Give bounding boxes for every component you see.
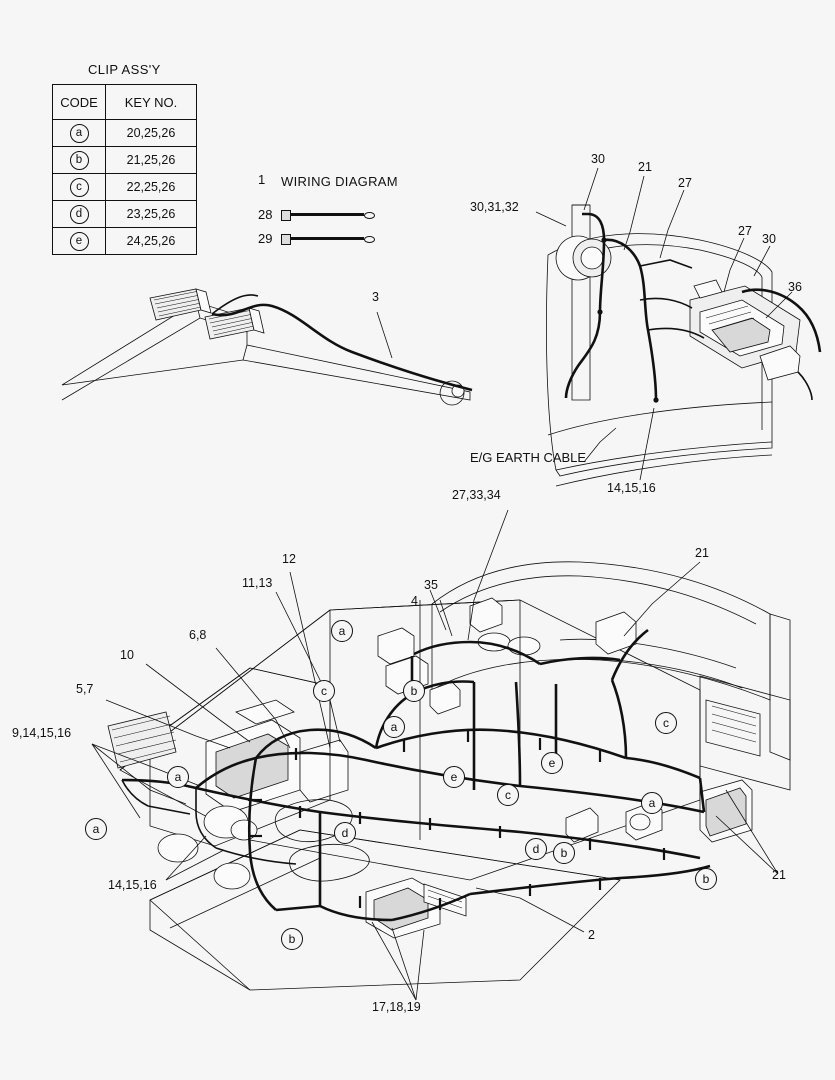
main-machine-isometric <box>92 510 790 1000</box>
code-bubble-b-4: b <box>281 928 303 950</box>
code-badge-b: b <box>70 151 89 170</box>
legend-item-29-number: 29 <box>258 231 273 246</box>
code-bubble-c-3: c <box>497 784 519 806</box>
code-bubble-e-2: e <box>541 752 563 774</box>
label-27-33-34: 27,33,34 <box>452 488 501 502</box>
label-12: 12 <box>282 552 296 566</box>
boom-lamp-subdrawing <box>62 289 472 405</box>
key-no-cell: 23,25,26 <box>106 201 197 228</box>
code-bubble-b-3: b <box>695 868 717 890</box>
legend-item-1-number: 1 <box>258 172 266 187</box>
key-no-cell: 20,25,26 <box>106 120 197 147</box>
label-3: 3 <box>372 290 379 304</box>
code-bubble-d-1: d <box>334 822 356 844</box>
label-14-15-16-top: 14,15,16 <box>607 481 656 495</box>
code-bubble-c-1: c <box>313 680 335 702</box>
code-bubble-b-2: b <box>553 842 575 864</box>
engine-compartment-subdrawing <box>536 168 820 486</box>
code-bubble-a-5: a <box>85 818 107 840</box>
label-35: 35 <box>424 578 438 592</box>
label-21-lower: 21 <box>772 868 786 882</box>
label-5-7: 5,7 <box>76 682 94 696</box>
label-21-top: 21 <box>638 160 652 174</box>
label-36: 36 <box>788 280 802 294</box>
label-17-18-19: 17,18,19 <box>372 1000 421 1014</box>
legend-item-28-number: 28 <box>258 207 273 222</box>
label-27-top: 27 <box>678 176 692 190</box>
label-27-right: 27 <box>738 224 752 238</box>
key-no-cell: 22,25,26 <box>106 174 197 201</box>
label-2: 2 <box>588 928 595 942</box>
code-bubble-d-2: d <box>525 838 547 860</box>
code-bubble-e-1: e <box>443 766 465 788</box>
code-badge-c: c <box>70 178 89 197</box>
label-11-13: 11,13 <box>242 576 273 590</box>
legend-item-1-label: WIRING DIAGRAM <box>281 174 398 189</box>
code-badge-e: e <box>70 232 89 251</box>
label-21-right: 21 <box>695 546 709 560</box>
label-14-15-16-main: 14,15,16 <box>108 878 157 892</box>
code-bubble-b-1: b <box>403 680 425 702</box>
code-bubble-c-2: c <box>655 712 677 734</box>
code-bubble-a-3: a <box>167 766 189 788</box>
clip-assy-title: CLIP ASS'Y <box>88 62 161 77</box>
code-badge-a: a <box>70 124 89 143</box>
header-key-no: KEY NO. <box>106 85 197 120</box>
code-badge-d: d <box>70 205 89 224</box>
label-9-14-15-16: 9,14,15,16 <box>12 726 72 740</box>
label-eg-earth-cable: E/G EARTH CABLE <box>470 450 587 465</box>
label-10: 10 <box>120 648 134 662</box>
label-30-right: 30 <box>762 232 776 246</box>
header-code: CODE <box>53 85 106 120</box>
key-no-cell: 21,25,26 <box>106 147 197 174</box>
key-no-cell: 24,25,26 <box>106 228 197 255</box>
code-bubble-a-2: a <box>383 716 405 738</box>
label-30-top: 30 <box>591 152 605 166</box>
label-30-31-32: 30,31,32 <box>470 200 519 214</box>
code-bubble-a-1: a <box>331 620 353 642</box>
label-6-8: 6,8 <box>189 628 207 642</box>
label-4: 4 <box>411 594 418 608</box>
code-bubble-a-4: a <box>641 792 663 814</box>
